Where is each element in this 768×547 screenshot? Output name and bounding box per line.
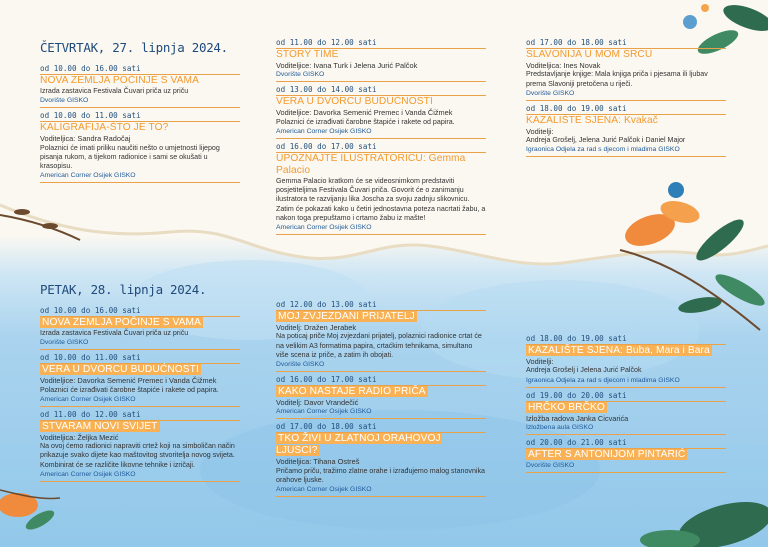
event-divider: [276, 138, 486, 139]
event-divider: [40, 182, 240, 183]
event-title: KAZALIŠTE SJENA: Kvakač: [526, 114, 658, 126]
event-location: Dvorište GISKO: [40, 339, 89, 347]
event-location: American Corner Osijek GISKO: [40, 172, 136, 180]
event-host: Voditeljice: Davorka Semenić Premec i Vanda Čižmek: [40, 376, 217, 386]
event-title-text: AFTER S ANTONIJOM PINTARIĆ: [528, 449, 686, 461]
event-item: [526, 391, 726, 435]
event-description: Andreja Grošelj i Jelena Jurić Palčok: [526, 366, 642, 375]
event-divider: [526, 156, 726, 157]
event-location: Dvorište GISKO: [276, 71, 325, 79]
event-description: Na poticaj priče Moj zvjezdani prijatelj, polaznici radionice crtat će na velikim A3 formatima papira, crtaćkim tehnikama, simultano više scena iz priče, a zatim ih obojati.: [276, 332, 482, 359]
event-time: od 16.00 do 17.00 sati: [276, 375, 486, 386]
event-description: Izrada zastavica Festivala Čuvari priča uz priču: [40, 87, 189, 95]
event-location: American Corner Osijek GISKO: [276, 486, 372, 494]
event-title: NOVA ZEMLJA POČINJE S VAMA: [40, 75, 200, 86]
event-title-text: STVARAM NOVI SVIJET: [42, 420, 158, 432]
event-item: [526, 38, 726, 101]
event-item: [526, 334, 726, 388]
event-time: od 10.00 do 11.00 sati: [40, 111, 240, 122]
event-divider: [276, 496, 486, 497]
event-divider: [526, 472, 726, 473]
event-time: od 16.00 do 17.00 sati: [276, 142, 486, 153]
event-location: American Corner Osijek GISKO: [40, 395, 136, 403]
event-item: [276, 38, 486, 82]
event-host: Voditeljice: Ivana Turk i Jelena Jurić Palčok: [276, 61, 418, 70]
thursday-col2: [276, 38, 486, 238]
event-time: od 20.00 do 21.00 sati: [526, 438, 726, 449]
event-item: [276, 300, 486, 372]
event-location: Izložbena aula GISKO: [526, 424, 594, 432]
event-location: Igraonica Odjela za rad s djecom i mladima GISKO: [526, 146, 680, 154]
event-description: Izrada zastavica Festivala Čuvari priča uz priču: [40, 329, 189, 337]
event-title-text: KAKO NASTAJE RADIO PRIČA: [278, 386, 426, 398]
event-title: STORY TIME: [276, 49, 339, 60]
event-title: [276, 433, 486, 457]
event-time: od 17.00 do 18.00 sati: [526, 38, 726, 49]
friday-heading: PETAK, 28. lipnja 2024.: [40, 282, 207, 297]
event-item: [526, 104, 726, 158]
event-description: Polaznici će izrađivati čarobne štapiće i rakete od papira.: [276, 117, 455, 126]
event-title: UPOZNAJTE ILUSTRATORICU: Gemma Palacio: [276, 153, 466, 177]
friday-col3: [526, 334, 726, 476]
event-time: od 13.00 do 14.00 sati: [276, 85, 486, 96]
event-item: [40, 353, 240, 407]
event-divider: [526, 100, 726, 101]
event-item: [276, 422, 486, 497]
event-host: Voditeljica: Tihana Ostreš: [276, 457, 360, 467]
event-title: [526, 345, 726, 357]
event-item: [40, 64, 240, 108]
event-title-text: MOJ ZVJEZDANI PRIJATELJ: [278, 311, 415, 322]
event-title-text: VERA U DVORCU BUDUĆNOSTI: [42, 364, 199, 376]
event-location: American Corner Osijek GISKO: [40, 470, 136, 478]
event-item: [276, 375, 486, 419]
event-title: [40, 421, 240, 433]
event-title: [40, 364, 240, 376]
event-title: [276, 311, 486, 323]
event-title: VERA U DVORCU BUDUĆNOSTI: [276, 96, 433, 108]
event-item: [40, 410, 240, 482]
event-divider: [40, 406, 240, 407]
event-divider: [40, 107, 240, 108]
event-title-text: HRČKO BRČKO: [528, 401, 605, 413]
event-time: od 18.00 do 19.00 sati: [526, 334, 726, 345]
event-time: od 17.00 do 18.00 sati: [276, 422, 486, 433]
event-host: Izložba radova Janka Cicvarića: [526, 413, 629, 423]
friday-col1: [40, 306, 240, 485]
event-title-text: KAZALIŠTE SJENA: Buba, Mara i Bara: [528, 345, 710, 356]
event-host: Voditelji:: [526, 126, 554, 136]
event-time: od 18.00 do 19.00 sati: [526, 104, 726, 115]
event-time: od 12.00 do 13.00 sati: [276, 300, 486, 311]
event-title: KALIGRAFIJA-ŠTO JE TO?: [40, 122, 169, 134]
event-location: American Corner Osijek GISKO: [276, 128, 372, 136]
event-time: od 10.00 do 11.00 sati: [40, 353, 240, 364]
event-title: [40, 317, 240, 329]
event-description: Andreja Grošelj, Jelena Jurić Palčok i Daniel Major: [526, 136, 686, 145]
event-item: [40, 306, 240, 350]
thursday-heading: ČETVRTAK, 27. lipnja 2024.: [40, 40, 228, 55]
event-description: Na ovoj ćemo radionici napraviti crtež koji na simboličan način prikazuje svako dijete kao maštovitog stvoritelja novog svijeta. Kombinirat će se različite likovne tehnike i izričaji.: [40, 442, 235, 469]
event-item: [526, 438, 726, 473]
event-divider: [276, 234, 486, 235]
event-time: od 10.00 do 16.00 sati: [40, 306, 240, 317]
event-host: Voditeljica: Željka Mezić: [40, 432, 119, 442]
event-time: od 19.00 do 20.00 sati: [526, 391, 726, 402]
event-location: Dvorište GISKO: [276, 361, 325, 369]
event-location: Dvorište GISKO: [526, 462, 575, 470]
event-item: [40, 111, 240, 183]
event-description: Predstavljanje knjige: Mala knjiga priča i pjesama ili ljubav prema Slavoniji pretočena u riječi.: [526, 70, 708, 88]
event-host: Voditelj: Dražen Jerabek: [276, 323, 357, 332]
event-item: [276, 142, 486, 235]
event-location: American Corner Osijek GISKO: [276, 224, 372, 232]
event-location: American Corner Osijek GISKO: [276, 408, 372, 416]
event-time: od 10.00 do 16.00 sati: [40, 64, 240, 75]
event-description: Gemma Palacio kratkom će se videosnimkom predstaviti posjetiteljima Festivala Čuvari priča. Govorit će o zanimanju ilustratora te razvijanju lika Joscha za svoju zadnju slikovnicu. Zatim će pokazati kako u četiri jednostavna poteza nacrtati žabu, a nakon toga prepuštamo i crtamo žabu iz mašte!: [276, 177, 486, 222]
event-description: Pričamo priču, tražimo zlatne orahe i izrađujemo malog stanovnika orahove ljuske.: [276, 466, 485, 485]
event-title: [526, 402, 726, 414]
event-item: [276, 85, 486, 139]
event-divider: [276, 81, 486, 82]
event-location: Igraonica Odjela za rad s djecom i mladima GISKO: [526, 376, 680, 384]
event-title-text: TKO ŽIVI U ZLATNOJ ORAHOVOJ LJUSCI?: [276, 433, 441, 457]
event-host: Voditelji:: [526, 357, 554, 366]
thursday-col3: [526, 38, 726, 160]
event-divider: [40, 481, 240, 482]
event-host: Voditeljica: Sandra Radočaj: [40, 134, 131, 144]
event-time: od 11.00 do 12.00 sati: [276, 38, 486, 49]
event-host: Voditeljice: Davorka Semenić Premec i Vanda Čižmek: [276, 108, 453, 118]
event-title-text: NOVA ZEMLJA POČINJE S VAMA: [42, 317, 202, 328]
event-divider: [526, 434, 726, 435]
event-time: od 11.00 do 12.00 sati: [40, 410, 240, 421]
event-description: Polaznici će imati priliku naučiti nešto o umjetnosti lijepog pisanja rukom, a tijekom radionice i sami se okušati u krasopisu.: [40, 143, 220, 171]
event-location: Dvorište GISKO: [526, 89, 575, 97]
event-description: Polaznici će izrađivati čarobne štapiće i rakete od papira.: [40, 385, 219, 394]
friday-col2: [276, 300, 486, 500]
event-divider: [276, 418, 486, 419]
event-host: Voditeljica: Ines Novak: [526, 61, 601, 70]
event-title: [526, 449, 726, 461]
event-divider: [526, 387, 726, 388]
event-title: [276, 386, 486, 398]
event-location: Dvorište GISKO: [40, 97, 89, 105]
event-host: Voditelj: Davor Vrandečić: [276, 398, 359, 408]
event-divider: [276, 371, 486, 372]
thursday-col1: [40, 64, 240, 186]
event-divider: [40, 349, 240, 350]
event-title: SLAVONIJA U MOM SRCU: [526, 49, 653, 60]
